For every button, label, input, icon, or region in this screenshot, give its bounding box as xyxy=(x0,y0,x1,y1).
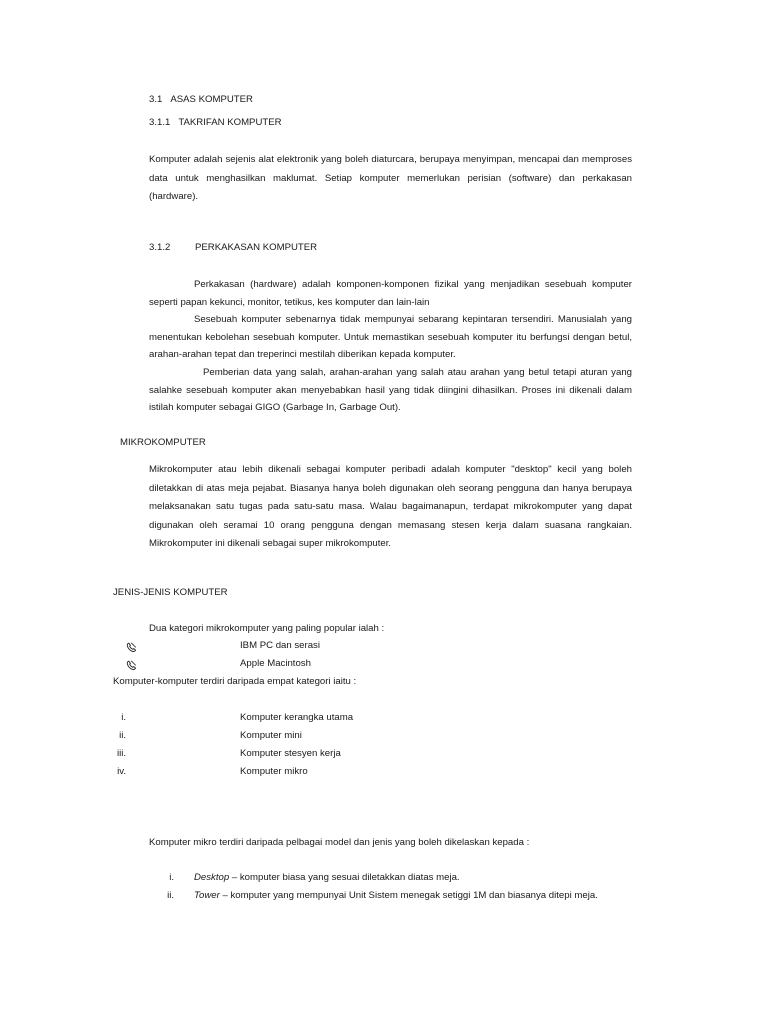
model-num: i. xyxy=(169,872,174,883)
model-item xyxy=(194,890,598,901)
section-3-1-heading xyxy=(149,94,253,105)
kategori-num: iv. xyxy=(117,766,126,777)
section-number: 3.1.1 xyxy=(149,117,171,128)
kategori-intro: Komputer-komputer terdiri daripada empat kategori iaitu : xyxy=(113,676,357,687)
model-num: ii. xyxy=(167,890,174,901)
jenis-komputer-heading: JENIS-JENIS KOMPUTER xyxy=(113,587,228,598)
kategori-num: ii. xyxy=(119,730,126,741)
kategori-item: Komputer kerangka utama xyxy=(240,712,354,723)
kategori-item: Komputer mikro xyxy=(240,766,308,777)
telephone-bullet-icon xyxy=(126,642,137,653)
section-3-1-2-title: PERKAKASAN KOMPUTER xyxy=(195,242,318,253)
section-3-1-2-number: 3.1.2 xyxy=(149,242,171,253)
model-desc: – komputer biasa yang sesuai diletakkan diatas meja. xyxy=(229,872,460,883)
model-item xyxy=(194,872,460,883)
section-title: ASAS KOMPUTER xyxy=(170,94,253,105)
takrifan-paragraph: Komputer adalah sejenis alat elektronik yang boleh diaturcara, berupaya menyimpan, mencapai dan memproses data untuk menghasilkan maklumat. Setiap komputer memerlukan perisian (software) dan perkakasan (hardware). xyxy=(149,154,632,202)
kategori-item: Komputer stesyen kerja xyxy=(240,748,341,759)
kategori-num: iii. xyxy=(116,748,126,759)
model-term: Desktop xyxy=(194,872,230,883)
mikrokomputer-heading: MIKROKOMPUTER xyxy=(120,437,206,448)
kategori-item: Komputer mini xyxy=(240,730,302,741)
perkakasan-paragraph-2: Sesebuah komputer sebenarnya tidak mempunyai sebarang kepintaran tersendiri. Manusialah yang menentukan kebolehan sesebuah komputer. Untuk memastikan sesebuah komputer itu berfungsi dengan betul, arahan-arahan tepat dan treperinci mestilah diberikan kepada komputer. xyxy=(149,314,632,361)
model-term: Tower xyxy=(194,890,220,901)
popular-item-1: IBM PC dan serasi xyxy=(240,640,320,651)
perkakasan-paragraph-3: Pemberian data yang salah, arahan-arahan yang salah atau arahan yang betul tetapi aturan yang salahke sesebuah komputer akan menyebabkan hasil yang tidak diingini dihasilkan. Proses ini dikenali dalam istilah komputer sebagai GIGO (Garbage In, Garbage Out). xyxy=(149,367,632,414)
popular-intro: Dua kategori mikrokomputer yang paling popular ialah : xyxy=(149,623,385,634)
model-desc: – komputer yang mempunyai Unit Sistem menegak setiggi 1M dan biasanya ditepi meja. xyxy=(219,890,598,901)
section-title: TAKRIFAN KOMPUTER xyxy=(178,117,282,128)
mikro-model-intro: Komputer mikro terdiri daripada pelbagai model dan jenis yang boleh dikelaskan kepada : xyxy=(149,837,530,848)
kategori-num: i. xyxy=(121,712,126,723)
mikrokomputer-paragraph: Mikrokomputer atau lebih dikenali sebagai komputer peribadi adalah komputer "desktop" kecil yang boleh diletakkan di atas meja pejabat. Biasanya hanya boleh digunakan oleh seorang pengguna dan hanya berupaya melaksanakan satu tugas pada satu-satu masa. Walau bagaimanapun, terdapat mikrokomputer yang dapat digunakan oleh seramai 10 orang pengguna dengan memasang stesen kerja dalam suasana rangkaian. Mikrokomputer ini dikenali sebagai super mikrokomputer. xyxy=(149,464,632,549)
section-3-1-1-heading xyxy=(149,117,282,128)
telephone-bullet-icon xyxy=(126,660,137,671)
perkakasan-paragraph-1: Perkakasan (hardware) adalah komponen-komponen fizikal yang menjadikan sesebuah komputer seperti papan kekunci, monitor, tetikus, kes komputer dan lain-lain xyxy=(149,279,632,308)
popular-item-2: Apple Macintosh xyxy=(240,658,311,669)
section-number: 3.1 xyxy=(149,94,163,105)
